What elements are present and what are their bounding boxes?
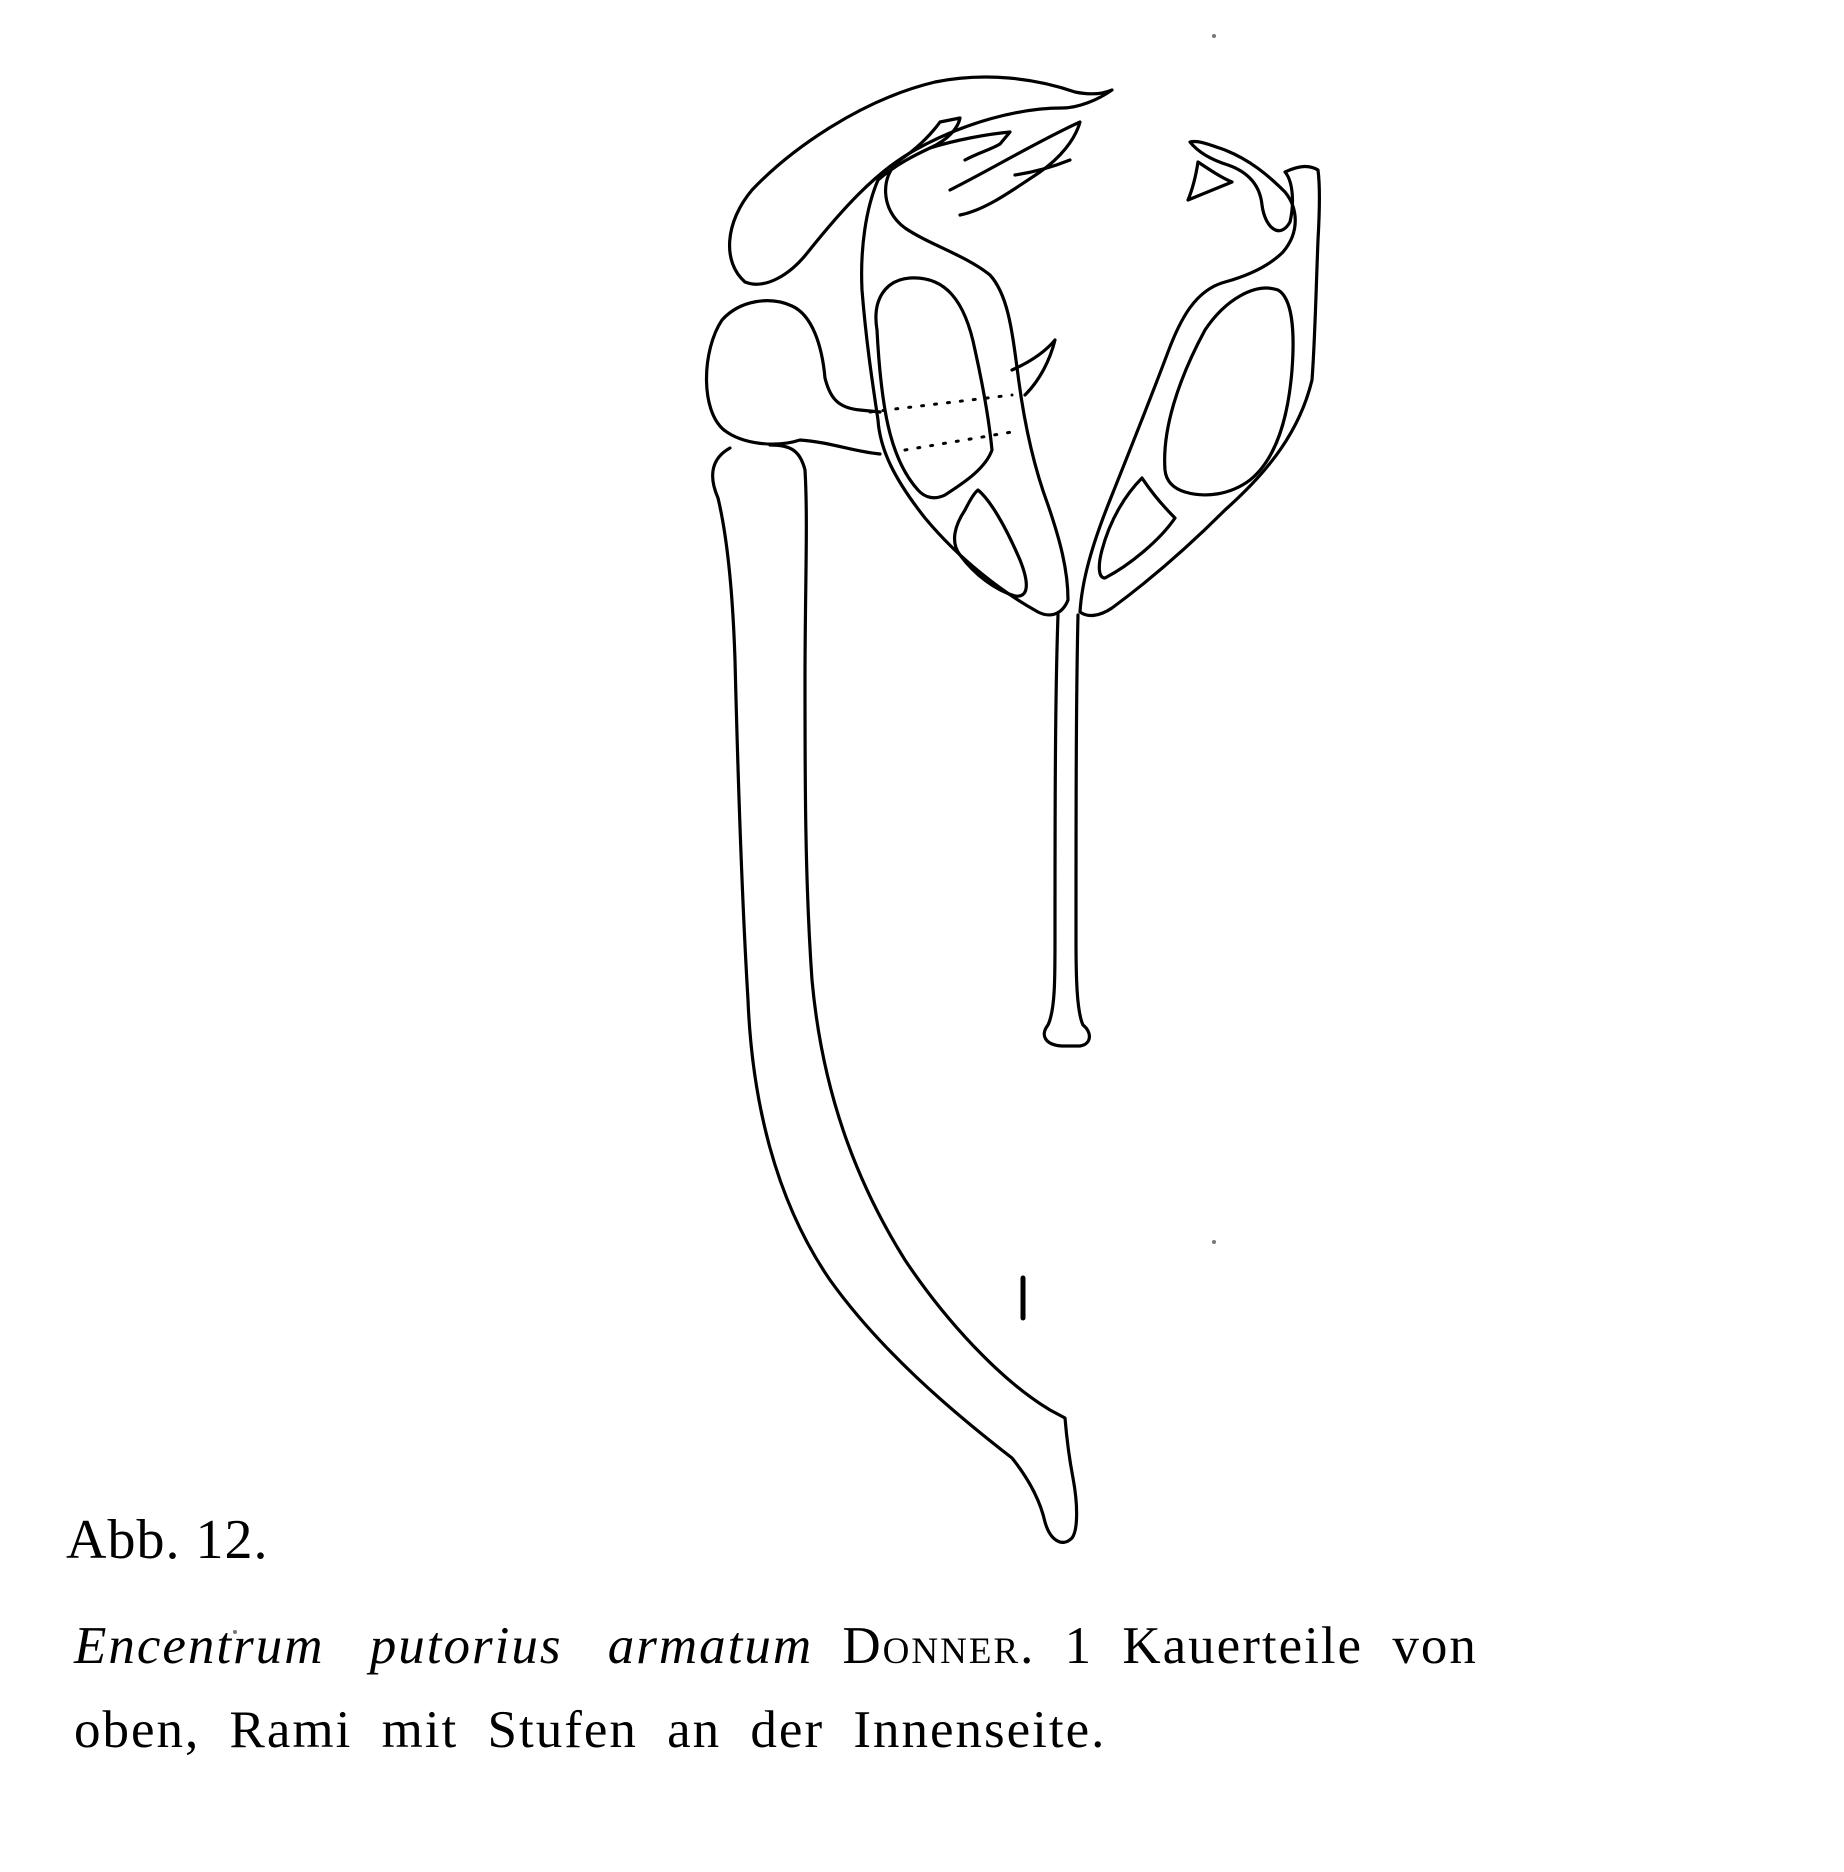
margin-speck-1 xyxy=(1212,34,1216,38)
ramus-left-tooth-3 xyxy=(1015,160,1070,175)
ramus-left-tooth-2 xyxy=(950,122,1080,215)
dotted-line-upper xyxy=(870,395,1012,412)
margin-speck-2 xyxy=(1212,1240,1216,1244)
ramus-left-chamber-upper xyxy=(876,278,992,498)
figure-number: Abb. 12. xyxy=(66,1509,269,1571)
dotted-line-lower xyxy=(905,432,1012,450)
ramus-right-outline xyxy=(1080,141,1320,615)
caption-line-2: oben, Rami mit Stufen an der Innenseite. xyxy=(74,1701,1107,1759)
fulcrum-outline xyxy=(1044,615,1089,1046)
caption-species: Encentrum putorius armatum xyxy=(74,1617,814,1675)
uncus-left-outline xyxy=(730,77,1112,284)
ramus-right-chamber-lower xyxy=(1099,478,1175,578)
figure-caption xyxy=(74,1604,1774,1772)
caption-author: Donner xyxy=(842,1617,1021,1675)
caption-line-1-rest: . 1 Kauerteile von xyxy=(1020,1617,1478,1675)
manubrium-shaft-outline xyxy=(713,445,1077,1542)
ramus-left-outline xyxy=(862,118,1068,615)
caption-line-1 xyxy=(74,1604,1774,1688)
manubrium-head-base xyxy=(724,430,880,454)
ramus-right-tooth xyxy=(1188,162,1232,200)
manubrium-head-outline xyxy=(707,301,881,430)
